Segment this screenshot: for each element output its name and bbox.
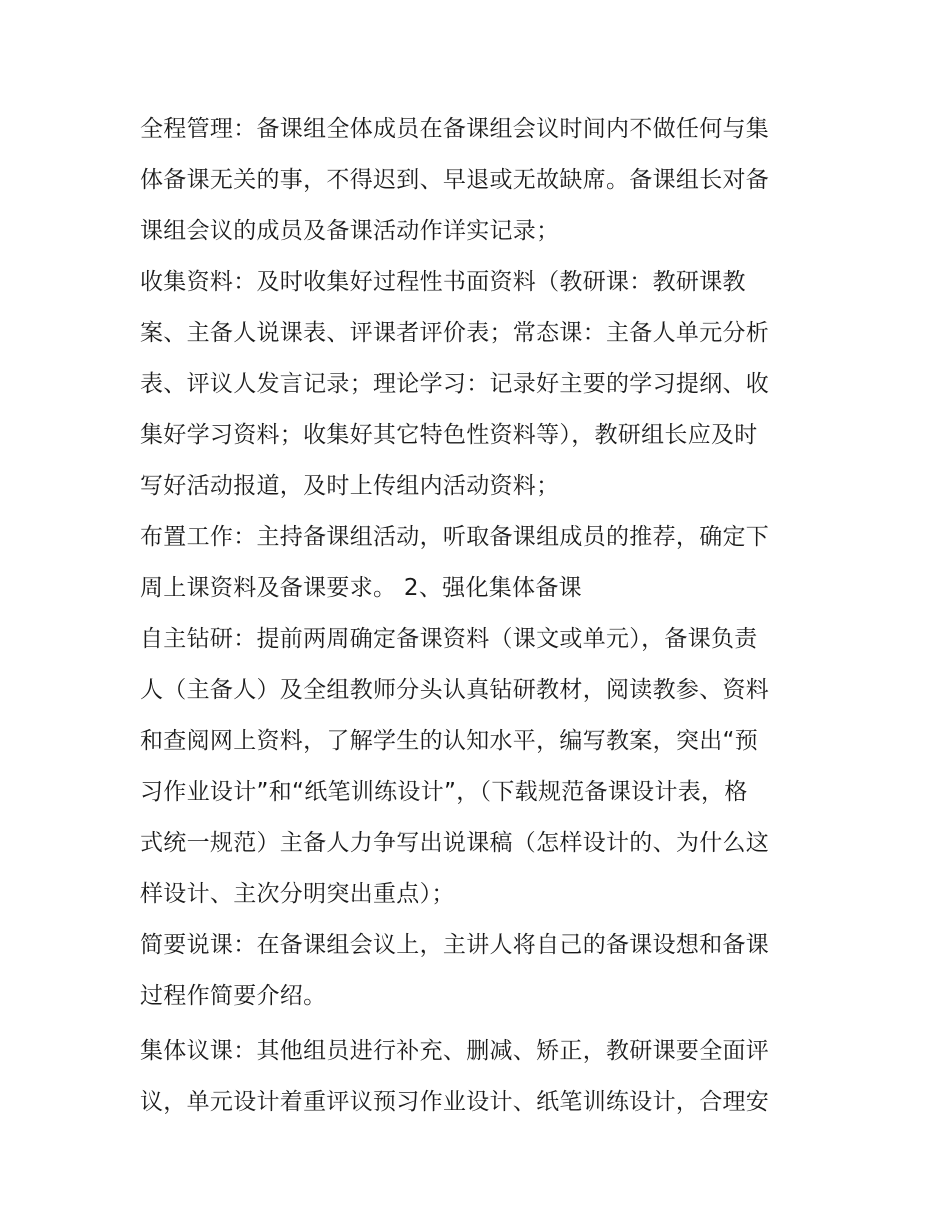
text-line: 样设计、主次分明突出重点）； [140, 881, 455, 907]
text-line: 过程作简要介绍。 [140, 983, 327, 1009]
text-line: 课组会议的成员及备课活动作详实记录； [140, 218, 560, 244]
text-line: 式统一规范）主备人力争写出说课稿（怎样设计的、为什么这 [140, 830, 770, 856]
text-line: 案、主备人说课表、评课者评价表；常态课：主备人单元分析 [140, 320, 770, 346]
text-line: 人（主备人）及全组教师分头认真钻研教材，阅读教参、资料 [140, 677, 770, 703]
document-body [140, 104, 820, 1128]
text-line: 周上课资料及备课要求。 2、强化集体备课 [140, 575, 582, 601]
text-line: 自主钻研：提前两周确定备课资料（课文或单元），备课负责 [140, 626, 758, 652]
text-line: 表、评议人发言记录；理论学习：记录好主要的学习提纲、收 [140, 371, 770, 397]
text-line: 写好活动报道，及时上传组内活动资料； [140, 473, 560, 499]
text-line: 和查阅网上资料，了解学生的认知水平，编写教案，突出“预 [140, 728, 759, 754]
text-line: 议，单元设计着重评议预习作业设计、纸笔训练设计，合理安 [140, 1089, 770, 1115]
text-line: 简要说课：在备课组会议上，主讲人将自己的备课设想和备课 [140, 932, 770, 958]
text-line: 集体议课：其他组员进行补充、删减、矫正，教研课要全面评 [140, 1038, 770, 1064]
text-line: 习作业设计”和“纸笔训练设计”，（下载规范备课设计表，格 [140, 779, 748, 805]
text-line: 布置工作：主持备课组活动，听取备课组成员的推荐，确定下 [140, 524, 770, 550]
text-line: 集好学习资料；收集好其它特色性资料等），教研组长应及时 [140, 422, 758, 448]
text-line: 收集资料：及时收集好过程性书面资料（教研课：教研课教 [140, 269, 746, 295]
text-line: 全程管理：备课组全体成员在备课组会议时间内不做任何与集 [140, 116, 770, 142]
text-line: 体备课无关的事，不得迟到、早退或无故缺席。备课组长对备 [140, 167, 770, 193]
